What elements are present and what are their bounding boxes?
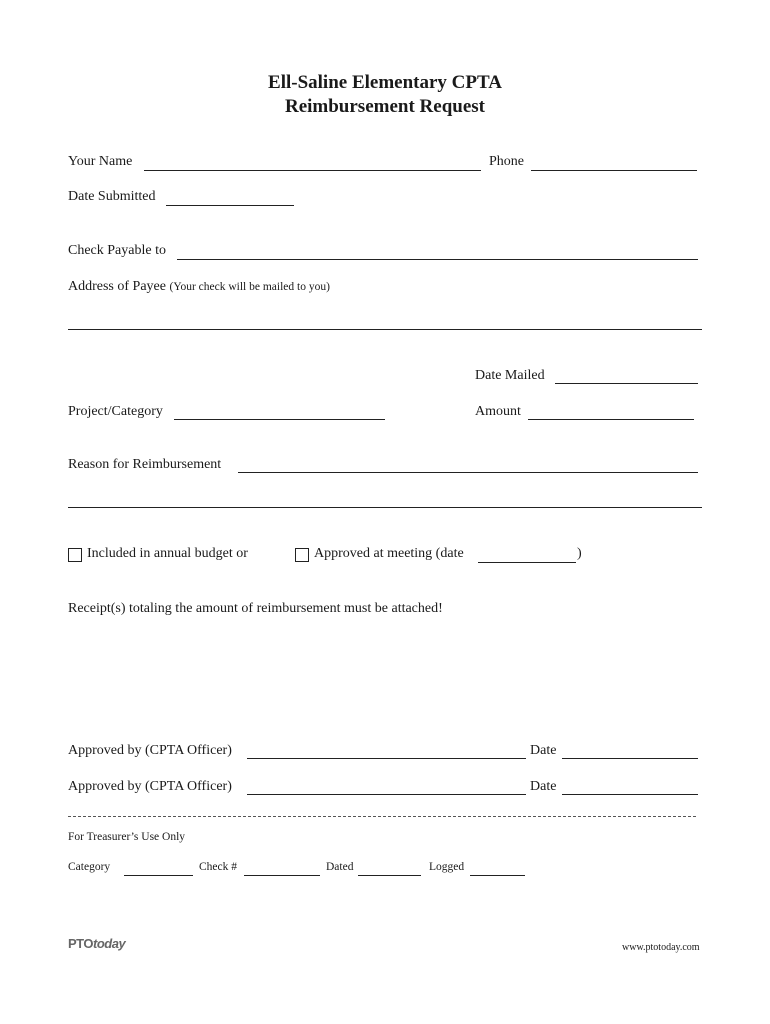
form-title: Ell-Saline Elementary CPTA xyxy=(268,72,502,93)
approved-meeting-close-paren: ) xyxy=(577,546,582,561)
treasurer-logged-label: Logged xyxy=(429,861,465,873)
approved-meeting-date-field[interactable] xyxy=(478,562,576,563)
approved-by-label-2: Approved by (CPTA Officer) xyxy=(68,779,232,794)
date-mailed-label: Date Mailed xyxy=(475,368,545,383)
approval-date-label-1: Date xyxy=(530,743,557,758)
approval-date-label-2: Date xyxy=(530,779,557,794)
approved-meeting-label: Approved at meeting (date xyxy=(314,546,464,561)
address-payee-text: Address of Payee xyxy=(68,279,166,294)
logo-today-text: today xyxy=(93,936,126,951)
treasurer-check-field[interactable] xyxy=(244,875,320,876)
treasurer-check-label: Check # xyxy=(199,861,238,873)
approval-date-field-1[interactable] xyxy=(562,758,698,759)
project-category-label: Project/Category xyxy=(68,404,163,419)
reason-field-line-2[interactable] xyxy=(68,507,702,508)
treasurer-dated-label: Dated xyxy=(326,861,354,873)
phone-label: Phone xyxy=(489,154,524,169)
date-submitted-field[interactable] xyxy=(166,205,294,206)
treasurer-logged-field[interactable] xyxy=(470,875,525,876)
address-payee-note: (Your check will be mailed to you) xyxy=(169,281,330,293)
your-name-label: Your Name xyxy=(68,154,133,169)
treasurer-category-field[interactable] xyxy=(124,875,193,876)
treasurer-category-label: Category xyxy=(68,861,111,873)
ptotoday-logo xyxy=(68,936,125,951)
project-category-field[interactable] xyxy=(174,419,385,420)
amount-field[interactable] xyxy=(528,419,694,420)
check-payable-label: Check Payable to xyxy=(68,243,166,258)
date-mailed-field[interactable] xyxy=(555,383,698,384)
approved-by-label-1: Approved by (CPTA Officer) xyxy=(68,743,232,758)
treasurer-separator xyxy=(68,816,696,817)
logo-pto-text: PTO xyxy=(68,936,93,951)
treasurer-heading: For Treasurer’s Use Only xyxy=(68,831,186,843)
address-payee-label xyxy=(68,279,330,295)
included-budget-checkbox[interactable] xyxy=(68,548,82,562)
check-payable-field[interactable] xyxy=(177,259,698,260)
address-payee-field[interactable] xyxy=(68,329,702,330)
date-submitted-label: Date Submitted xyxy=(68,189,156,204)
approved-by-field-1[interactable] xyxy=(247,758,526,759)
phone-field[interactable] xyxy=(531,170,697,171)
receipt-notice: Receipt(s) totaling the amount of reimbursement must be attached! xyxy=(68,601,443,616)
form-subtitle: Reimbursement Request xyxy=(284,96,485,117)
approved-by-field-2[interactable] xyxy=(247,794,526,795)
included-budget-label: Included in annual budget or xyxy=(87,546,248,561)
treasurer-dated-field[interactable] xyxy=(358,875,421,876)
your-name-field[interactable] xyxy=(144,170,481,171)
approved-meeting-checkbox[interactable] xyxy=(295,548,309,562)
footer-url: www.ptotoday.com xyxy=(622,942,700,953)
reason-label: Reason for Reimbursement xyxy=(68,457,222,472)
amount-label: Amount xyxy=(475,404,521,419)
reason-field[interactable] xyxy=(238,472,698,473)
approval-date-field-2[interactable] xyxy=(562,794,698,795)
